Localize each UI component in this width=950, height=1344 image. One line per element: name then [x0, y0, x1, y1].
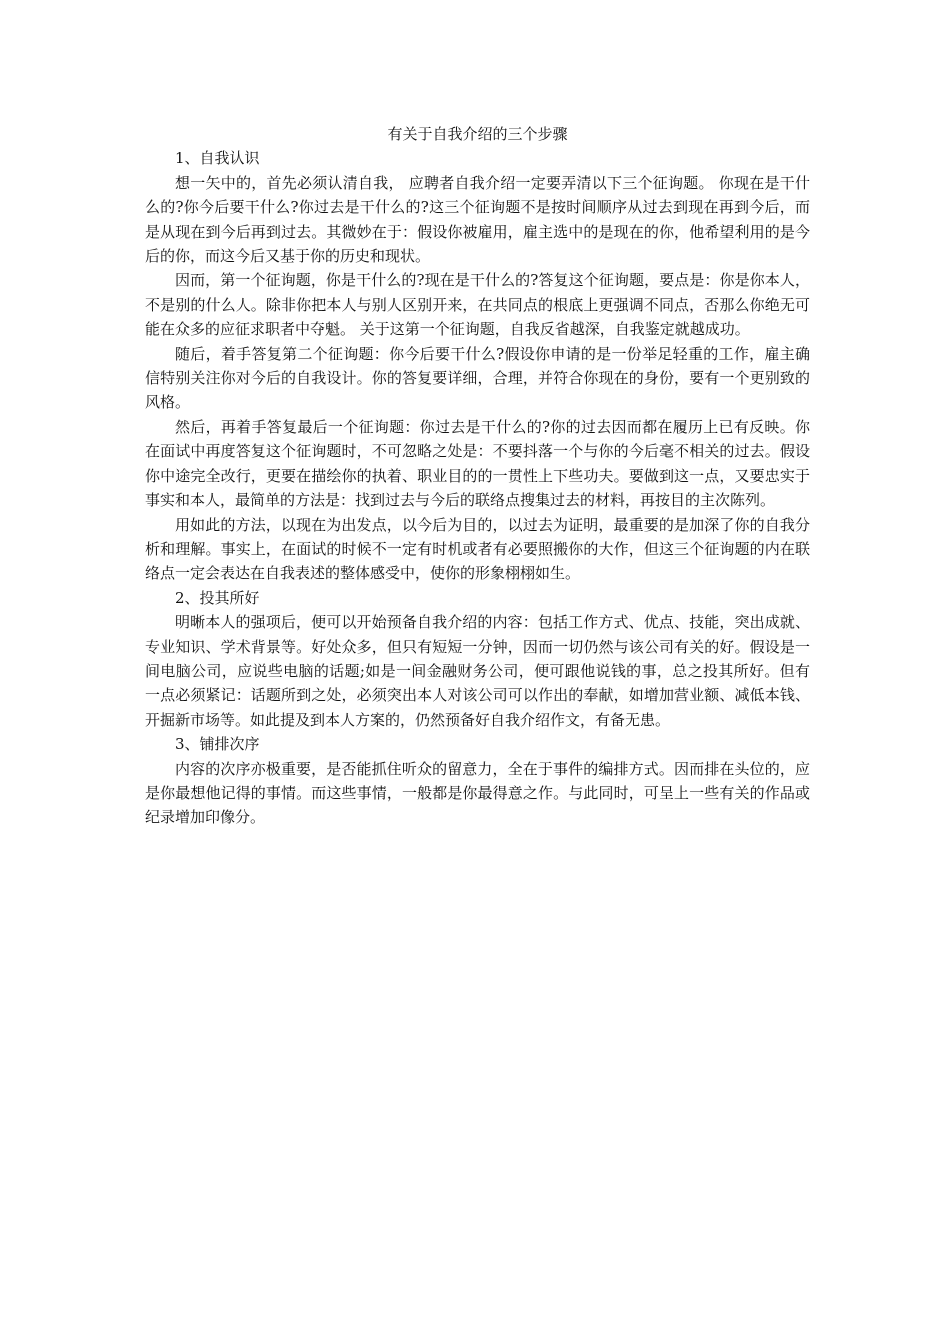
paragraph: 明晰本人的强项后，便可以开始预备自我介绍的内容：包括工作方式、优点、技能，突出成就、专业知识、学术背景等。好处众多，但只有短短一分钟，因而一切仍然与该公司有关的好。假设是一间电脑公司，应说些电脑的话题;如是一间金融财务公司，便可跟他说钱的事，总之投其所好。但有一点必须紧记：话题所到之处，必须突出本人对该公司可以作出的奉献，如增加营业额、减低本钱、开掘新市场等。如此提及到本人方案的，仍然预备好自我介绍作文，有备无患。	[145, 613, 810, 729]
paragraph: 随后，着手答复第二个征询题：你今后要干什么?假设你申请的是一份举足轻重的工作，雇主确信特别关注你对今后的自我设计。你的答复要详细，合理，并符合你现在的身份，要有一个更别致的风格。	[145, 344, 810, 412]
paragraph: 因而，第一个征询题，你是干什么的?现在是干什么的?答复这个征询题，要点是：你是你本人，不是别的什么人。除非你把本人与别人区别开来，在共同点的根底上更强调不同点，否那么你绝无可能在众多的应征求职者中夺魁。 关于这第一个征询题，自我反省越深，自我鉴定就越成功。	[145, 271, 810, 339]
paragraph: 用如此的方法，以现在为出发点，以今后为目的，以过去为证明，最重要的是加深了你的自我分析和理解。事实上，在面试的时候不一定有时机或者有必要照搬你的大作，但这三个征询题的内在联络点一定会表达在自我表述的整体感受中，使你的形象栩栩如生。	[145, 515, 810, 583]
section-heading: 3、铺排次序	[175, 735, 260, 754]
section-heading: 2、投其所好	[175, 588, 260, 607]
paragraph: 想一矢中的，首先必须认清自我， 应聘者自我介绍一定要弄清以下三个征询题。 你现在是干什么的?你今后要干什么?你过去是干什么的?这三个征询题不是按时间顺序从过去到现在再到今后，而是从现在到今后再到过去。其微妙在于：假设你被雇用，雇主选中的是现在的你，他希望利用的是今后的你，而这今后又基于你的历史和现状。	[145, 173, 810, 266]
paragraph: 然后，再着手答复最后一个征询题：你过去是干什么的?你的过去因而都在履历上已有反映。你在面试中再度答复这个征询题时，不可忽略之处是：不要抖落一个与你的今后毫不相关的过去。假设你中途完全改行，更要在描绘你的执着、职业目的的一贯性上下些功夫。要做到这一点，又要忠实于事实和本人，最简单的方法是：找到过去与今后的联络点搜集过去的材料，再按目的主次陈列。	[145, 417, 810, 510]
document-title: 有关于自我介绍的三个步骤	[387, 125, 568, 143]
section-cater-to-interests	[145, 586, 810, 732]
section-arrange-order	[145, 732, 810, 830]
section-self-awareness	[145, 146, 810, 585]
paragraph: 内容的次序亦极重要，是否能抓住听众的留意力，全在于事件的编排方式。因而排在头位的，应是你最想他记得的事情。而这些事情，一般都是你最得意之作。与此同时，可呈上一些有关的作品或纪录增加印像分。	[145, 759, 810, 827]
document-body	[145, 122, 810, 830]
section-heading: 1、自我认识	[175, 149, 260, 168]
